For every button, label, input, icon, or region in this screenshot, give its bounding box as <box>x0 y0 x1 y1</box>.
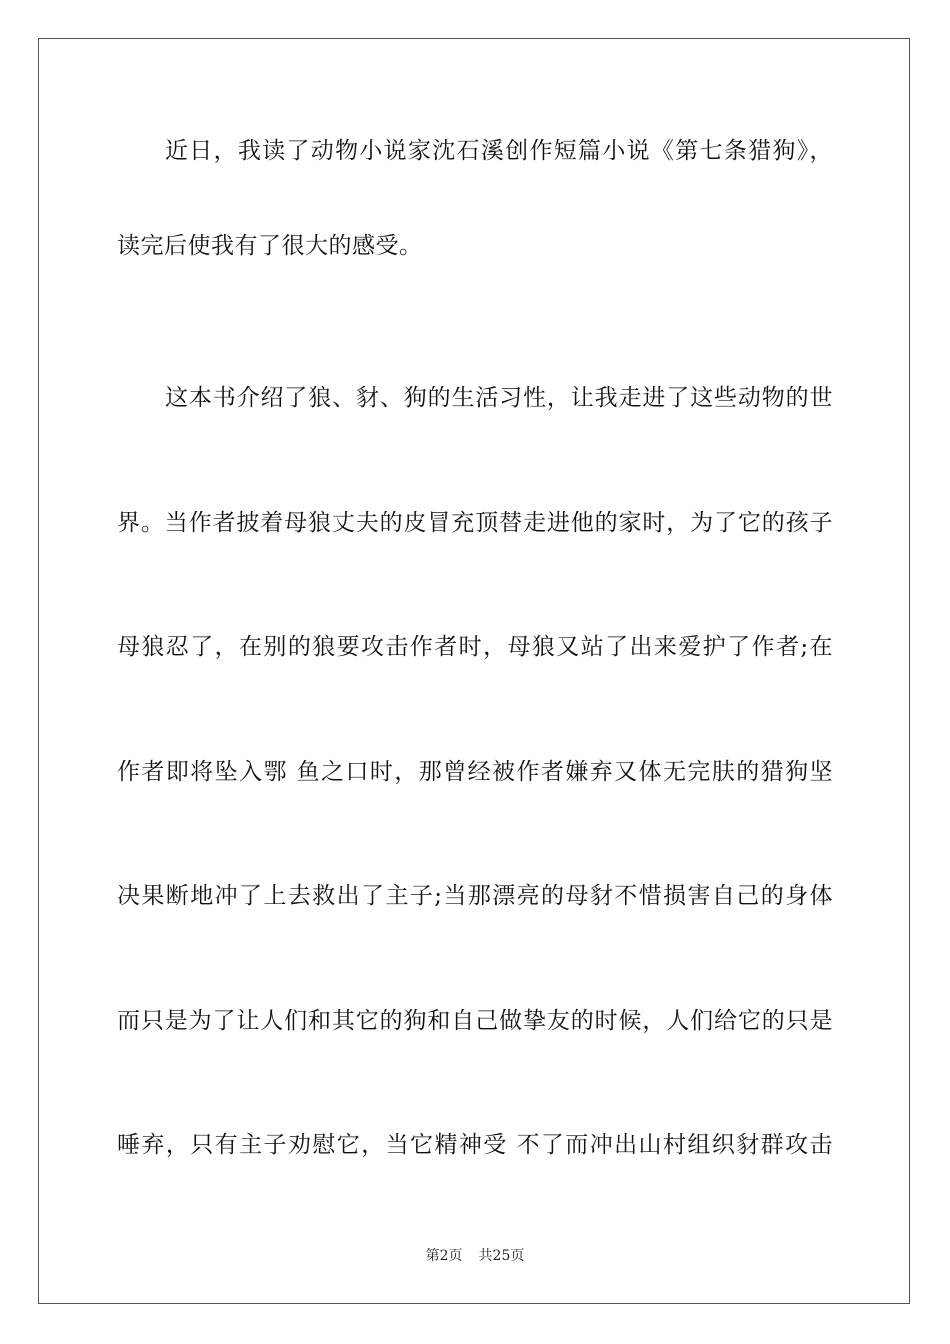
page-number: 第2页 <box>425 1248 463 1264</box>
paragraph-2-line-5: 决果断地冲了上去救出了主子;当那漂亮的母豺不惜损害自己的身体 <box>117 883 833 909</box>
paragraph-2-line-6: 而只是为了让人们和其它的狗和自己做挚友的时候，人们给它的只是 <box>117 1008 833 1034</box>
paragraph-2-line-3: 母狼忍了，在别的狼要攻击作者时，母狼又站了出来爱护了作者;在 <box>117 634 833 660</box>
paragraph-2-line-4: 作者即将坠入鄂 鱼之口时，那曾经被作者嫌弃又体无完肤的猎狗坚 <box>117 759 833 785</box>
paragraph-1-line-2: 读完后使我有了很大的感受。 <box>117 233 423 259</box>
page-total: 共25页 <box>478 1248 525 1264</box>
paragraph-2-line-7: 唾弃，只有主子劝慰它，当它精神受 不了而冲出山村组织豺群攻击 <box>117 1132 833 1158</box>
paragraph-2-line-1: 这本书介绍了狼、豺、狗的生活习性，让我走进了这些动物的世 <box>165 385 833 411</box>
paragraph-1-line-1: 近日，我读了动物小说家沈石溪创作短篇小说《第七条猎狗》， <box>165 138 833 164</box>
paragraph-2-line-2: 界。当作者披着母狼丈夫的皮冒充顶替走进他的家时，为了它的孩子 <box>117 510 833 536</box>
page-footer <box>0 1245 950 1265</box>
